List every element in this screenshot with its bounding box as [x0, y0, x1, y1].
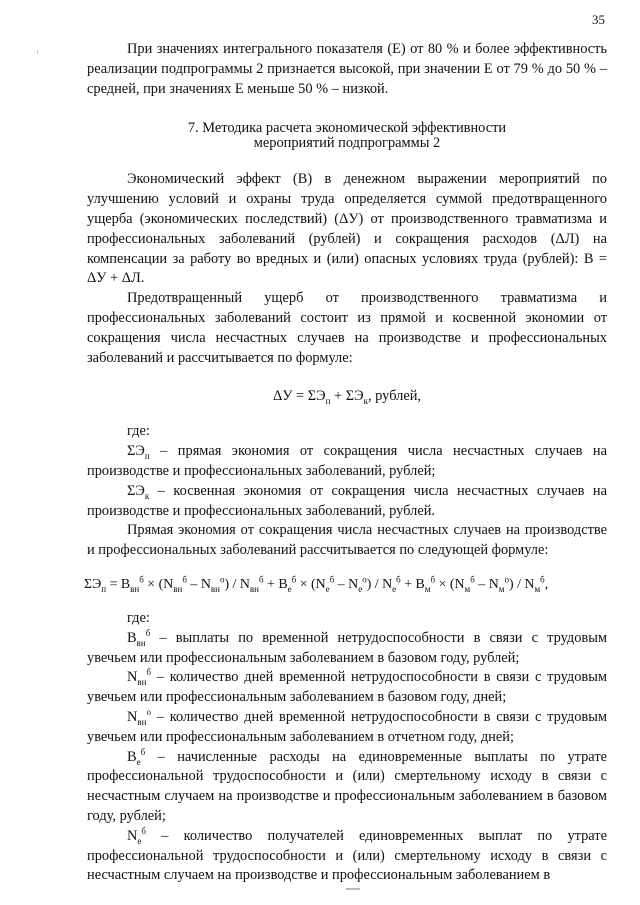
definition-n-e: $N_е^б$ – количество получателей единовременных выплат по утрате профессиональной трудоспособности и (или) смертельному исходу в связи с несчастным случаем на производстве и профессиональным заболеванием в: [87, 825, 607, 884]
where-label-2: где:: [127, 609, 150, 626]
formula-direct-savings: $\Sigma Э_п = В_{вн}^б \times (N_{вн}^б - N_{вн}^о) / N_{вн}^б + В_е^б \times (N_е^б - N_е^о) / N_е^б + В_м^б \times (N_м^б - N_м^о) / N_м^б$,: [84, 574, 549, 594]
direct-savings-paragraph: Прямая экономия от сокращения числа несчастных случаев на производстве и профессиональных заболеваний рассчитывается по следующей формуле:: [87, 522, 607, 559]
section-heading: [87, 121, 607, 151]
page-number: 35: [592, 12, 605, 27]
scan-mark: [346, 888, 360, 890]
section-title-line-2: мероприятий подпрограммы 2: [253, 135, 441, 152]
damage-paragraph: Предотвращенный ущерб от производственного травматизма и профессиональных заболеваний состоит из прямой и косвенной экономии от сокращения числа несчастных случаев на производстве и профессиональных заболеваний и рассчитывается по формуле:: [87, 290, 607, 366]
where-label: где:: [127, 423, 150, 440]
effect-paragraph: Экономический эффект (В) в денежном выражении мероприятий по улучшению условий и охраны труда определяется суммой предотвращенного ущерба (экономических последствий) (ΔУ) от производственного травматизма и профессиональных заболеваний (рублей) и сокращения расходов (ΔЛ) на компенсации за работу во вредных и (или) опасных условиях труда (рублей): В = ΔУ + ΔЛ.: [87, 171, 607, 287]
formula-damage: $\Delta У = \Sigma Э_п + \Sigma Э_к$, рублей,: [272, 388, 422, 407]
intro-paragraph: При значениях интегрального показателя (Е) от 80 % и более эффективность реализации подпрограммы 2 признается высокой, при значении Е от 79 % до 50 % – средней, при значениях Е меньше 50 % – низкой.: [87, 41, 607, 97]
page-body: [84, 40, 607, 886]
definition-direct-savings: $\Sigma Э_п$ – прямая экономия от сокращения числа несчастных случаев на производстве и профессиональных заболеваний, рублей;: [87, 443, 607, 479]
definition-v-e: $В_е^б$ – начисленные расходы на единовременные выплаты по утрате профессиональной трудоспособности и (или) смертельному исходу в связи с несчастным случаем на производстве и профессиональным заболеванием в базовом году, рублей;: [87, 746, 607, 824]
section-title-line-1: 7. Методика расчета экономической эффективности: [187, 120, 507, 137]
margin-mark: [37, 50, 38, 54]
definition-indirect-savings: $\Sigma Э_к$ – косвенная экономия от сокращения числа несчастных случаев на производстве и профессиональных заболеваний, рублей.: [87, 482, 607, 519]
definition-n-vn-base: $N_{вн}^б$ – количество дней временной нетрудоспособности в связи с трудовым увечьем или профессиональным заболеванием в базовом году, дней;: [87, 667, 607, 706]
definition-v-vn: $В_{вн}^б$ – выплаты по временной нетрудоспособности в связи с трудовым увечьем или профессиональным заболеванием в базовом году, рублей;: [87, 627, 607, 666]
definition-n-vn-report: $N_{вн}^о$ – количество дней временной нетрудоспособности в связи с трудовым увечьем или профессиональным заболеванием в отчетном году, дней;: [87, 707, 607, 745]
